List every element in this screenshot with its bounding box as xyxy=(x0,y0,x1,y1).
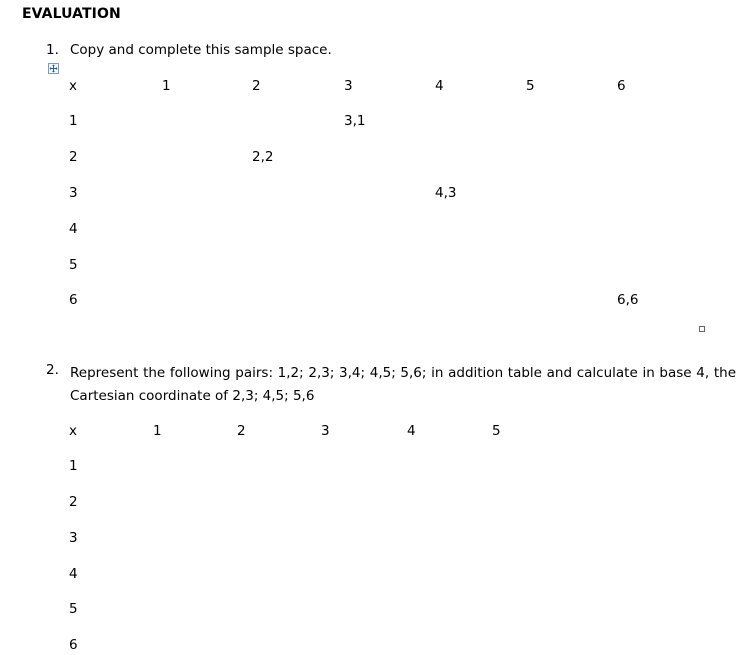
move-arrows-icon xyxy=(49,64,58,73)
row-header: 6 xyxy=(69,292,78,308)
row-header: 4 xyxy=(69,566,78,582)
column-header: 4 xyxy=(407,423,416,439)
question-2-number: 2. xyxy=(46,362,59,378)
page-heading: EVALUATION xyxy=(22,6,121,22)
table-cell-entry: 6,6 xyxy=(617,292,639,308)
row-header: 3 xyxy=(69,185,78,201)
table-cell-entry: 2,2 xyxy=(252,149,274,165)
column-header: 4 xyxy=(435,78,444,94)
row-header: 2 xyxy=(69,494,78,510)
table-corner-label: x xyxy=(69,78,77,94)
column-header: 1 xyxy=(153,423,162,439)
column-header: 1 xyxy=(162,78,171,94)
table-corner-label: x xyxy=(69,423,77,439)
row-header: 4 xyxy=(69,221,78,237)
column-header: 2 xyxy=(237,423,246,439)
question-2-text: Represent the following pairs: 1,2; 2,3; 3,4; 4,5; 5,6; in addition table and calculate in base 4, the Cartesian coordinate of 2,3; 4,5; 5,6 xyxy=(70,365,736,404)
row-header: 3 xyxy=(69,530,78,546)
row-header: 1 xyxy=(69,113,78,129)
column-header: 2 xyxy=(252,78,261,94)
question-1-number: 1. xyxy=(46,42,59,58)
column-header: 3 xyxy=(344,78,353,94)
column-header: 5 xyxy=(526,78,535,94)
table-cell-entry: 4,3 xyxy=(435,185,457,201)
row-header: 2 xyxy=(69,149,78,165)
row-header: 5 xyxy=(69,601,78,617)
row-header: 5 xyxy=(69,257,78,273)
row-header: 1 xyxy=(69,458,78,474)
table-resize-handle-icon[interactable] xyxy=(699,326,705,332)
table-move-handle-icon[interactable] xyxy=(48,63,59,74)
question-1-text: Copy and complete this sample space. xyxy=(70,42,332,58)
table-cell-entry: 3,1 xyxy=(344,113,366,129)
column-header: 5 xyxy=(492,423,501,439)
column-header: 6 xyxy=(617,78,626,94)
row-header: 6 xyxy=(69,637,78,653)
column-header: 3 xyxy=(321,423,330,439)
